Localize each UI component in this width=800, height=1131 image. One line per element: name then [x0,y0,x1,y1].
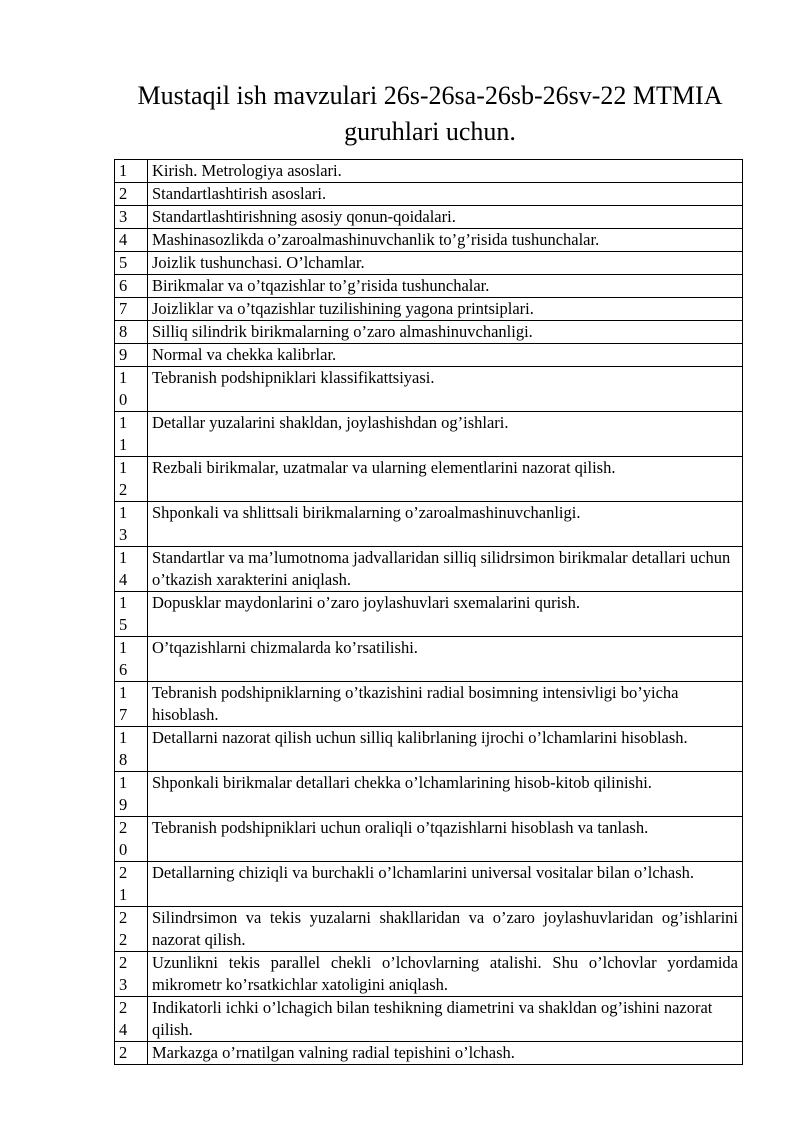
topic-row [115,682,743,727]
topic-number-digit: 0 [119,840,128,859]
topic-title: Tebranish podshipniklarning o’tkazishini radial bosimning intensivligi bo’yicha hisoblash. [148,682,743,727]
topic-row [115,344,743,367]
topic-number [115,772,148,817]
topic-title: Standartlar va ma’lumotnoma jadvallaridan silliq silidrsimon birikmalar detallari uchun o’tkazish xarakterini aniqlash. [148,547,743,592]
topic-number [115,997,148,1042]
topic-number-digit: 7 [119,299,128,318]
topics-table [114,159,743,1065]
topic-title: Rezbali birikmalar, uzatmalar va ularning elementlarini nazorat qilish. [148,457,743,502]
topic-row [115,206,743,229]
title-line-2: guruhlari uchun. [344,117,516,146]
topic-title: O’tqazishlarni chizmalarda ko’rsatilishi. [148,637,743,682]
topic-number [115,817,148,862]
topics-table-body [115,160,743,1065]
topic-number [115,547,148,592]
topic-number-digit: 4 [119,230,128,249]
topic-number-digit: 1 [119,368,128,387]
topic-number-digit: 7 [119,705,128,724]
topic-number-digit: 2 [119,818,128,837]
topic-number-digit: 1 [119,773,128,792]
topic-number-digit: 2 [119,930,128,949]
topic-row [115,1042,743,1065]
topic-number [115,592,148,637]
topic-number [115,160,148,183]
topic-title: Detallar yuzalarini shakldan, joylashishdan og’ishlari. [148,412,743,457]
topic-row [115,952,743,997]
topic-number [115,367,148,412]
topic-number-digit: 2 [119,908,128,927]
topic-number-digit: 9 [119,345,128,364]
topic-number [115,321,148,344]
topic-number [115,457,148,502]
topic-title: Shponkali birikmalar detallari chekka o’lchamlarining hisob-kitob qilinishi. [148,772,743,817]
topic-number-digit: 2 [119,953,128,972]
topic-row [115,772,743,817]
topic-title: Joizlik tushunchasi. O’lchamlar. [148,252,743,275]
topic-row [115,727,743,772]
topic-row [115,637,743,682]
topic-title: Standartlashtirish asoslari. [148,183,743,206]
topic-number [115,275,148,298]
topic-number-digit: 1 [119,458,128,477]
topic-number [115,907,148,952]
topic-title: Detallarning chiziqli va burchakli o’lchamlarini universal vositalar bilan o’lchash. [148,862,743,907]
topic-row [115,252,743,275]
topic-row [115,907,743,952]
title-line-1: Mustaqil ish mavzulari 26s-26sa-26sb-26sv-22 MTMIA [137,81,723,110]
topic-number-digit: 8 [119,750,128,769]
topic-row [115,275,743,298]
topic-row [115,412,743,457]
topic-number-digit: 6 [119,276,128,295]
topic-number-digit: 2 [119,998,128,1017]
topic-number-digit: 3 [119,207,128,226]
topic-number-digit: 2 [119,1043,128,1062]
topic-number-digit: 0 [119,390,128,409]
topic-number-digit: 2 [119,184,128,203]
topic-title: Indikatorli ichki o’lchagich bilan teshikning diametrini va shakldan og’ishini nazorat qilish. [148,997,743,1042]
topic-title: Markazga o’rnatilgan valning radial tepishini o’lchash. [148,1042,743,1065]
topic-number-digit: 1 [119,683,128,702]
topic-title: Silliq silindrik birikmalarning o’zaro almashinuvchanligi. [148,321,743,344]
topic-title: Tebranish podshipniklari klassifikattsiyasi. [148,367,743,412]
topic-title: Tebranish podshipniklari uchun oraliqli o’tqazishlarni hisoblash va tanlash. [148,817,743,862]
topic-title: Dopusklar maydonlarini o’zaro joylashuvlari sxemalarini qurish. [148,592,743,637]
topic-number [115,637,148,682]
topic-number-digit: 3 [119,525,128,544]
topic-number-digit: 1 [119,435,128,454]
topic-title: Normal va chekka kalibrlar. [148,344,743,367]
topic-title: Joizliklar va o’tqazishlar tuzilishining yagona printsiplari. [148,298,743,321]
topic-number [115,229,148,252]
topic-number [115,412,148,457]
topic-title: Birikmalar va o’tqazishlar to’g’risida tushunchalar. [148,275,743,298]
topic-number [115,952,148,997]
topic-row [115,367,743,412]
topic-number-digit: 1 [119,638,128,657]
topic-number-digit: 5 [119,615,128,634]
topic-number-digit: 3 [119,975,128,994]
topic-number-digit: 2 [119,863,128,882]
topic-number-digit: 2 [119,480,128,499]
topic-number-digit: 9 [119,795,128,814]
topic-number-digit: 1 [119,548,128,567]
topic-row [115,229,743,252]
topic-number-digit: 1 [119,593,128,612]
topic-number [115,727,148,772]
topic-title: Standartlashtirishning asosiy qonun-qoidalari. [148,206,743,229]
topic-number-digit: 1 [119,413,128,432]
topic-row [115,298,743,321]
topic-row [115,592,743,637]
topic-title: Silindrsimon va tekis yuzalarni shakllaridan va o’zaro joylashuvlaridan og’ishlarini nazorat qilish. [148,907,743,952]
topic-number-digit: 1 [119,503,128,522]
topic-row [115,321,743,344]
topic-number-digit: 5 [119,253,128,272]
topic-number [115,183,148,206]
topic-title: Shponkali va shlittsali birikmalarning o’zaroalmashinuvchanligi. [148,502,743,547]
topic-number [115,206,148,229]
topic-title: Kirish. Metrologiya asoslari. [148,160,743,183]
topic-number [115,682,148,727]
topic-number-digit: 1 [119,728,128,747]
topic-number [115,1042,148,1065]
topic-number [115,252,148,275]
topic-number [115,298,148,321]
topic-number [115,862,148,907]
topic-row [115,183,743,206]
topic-row [115,160,743,183]
topic-row [115,997,743,1042]
topic-title: Uzunlikni tekis parallel chekli o’lchovlarning atalishi. Shu o’lchovlar yordamida mikrometr ko’rsatkichlar xatoligini aniqlash. [148,952,743,997]
topic-row [115,457,743,502]
topic-number [115,502,148,547]
topic-row [115,547,743,592]
topic-number-digit: 6 [119,660,128,679]
topic-number [115,344,148,367]
topic-row [115,817,743,862]
topic-number-digit: 4 [119,1020,128,1039]
topic-number-digit: 1 [119,885,128,904]
topic-number-digit: 8 [119,322,128,341]
document-title [100,78,760,150]
topic-row [115,502,743,547]
topic-number-digit: 1 [119,161,128,180]
topic-number-digit: 4 [119,570,128,589]
topic-row [115,862,743,907]
topic-title: Detallarni nazorat qilish uchun silliq kalibrlaning ijrochi o’lchamlarini hisoblash. [148,727,743,772]
topic-title: Mashinasozlikda o’zaroalmashinuvchanlik to’g’risida tushunchalar. [148,229,743,252]
